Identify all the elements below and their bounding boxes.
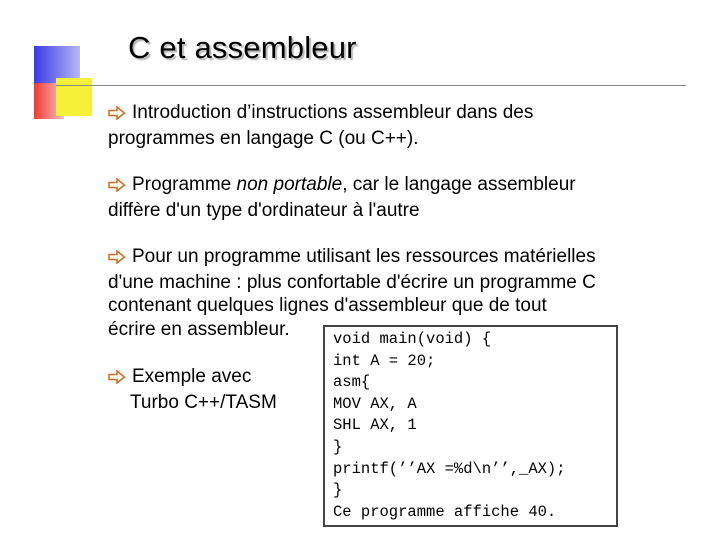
- bullet-hardware-line-4: écrire en assembleur.: [108, 318, 290, 340]
- bullet-intro-line-2: programmes en langage C (ou C++).: [108, 127, 419, 149]
- bullet-intro: [108, 101, 533, 150]
- slide-title: C et assembleur: [128, 30, 357, 65]
- bullet-example: [108, 365, 277, 414]
- code-line: int A = 20;: [333, 351, 436, 370]
- bullet-portability-emphasis: non portable: [236, 174, 343, 195]
- bullet-portability-post: , car le langage assembleur: [342, 174, 576, 195]
- code-line: asm{: [333, 373, 371, 392]
- code-line: SHL AX, 1: [333, 416, 417, 435]
- bullet-hardware-line-1: Pour un programme utilisant les ressources matérielles: [132, 246, 596, 267]
- code-line: MOV AX, A: [333, 394, 417, 413]
- code-line: void main(void) {: [333, 330, 492, 348]
- title-divider: [56, 85, 686, 86]
- code-line: }: [333, 437, 343, 456]
- bullet-intro-line-1: Introduction d’instructions assembleur dans des: [132, 102, 534, 123]
- bullet-portability-line-2: diffère d'un type d'ordinateur à l'autre: [108, 199, 420, 221]
- hollow-right-arrow-icon: [108, 247, 126, 271]
- decor-yellow-square: [56, 78, 92, 116]
- code-line: printf(’’AX =%d\n’’,_AX);: [333, 459, 566, 478]
- bullet-portability-pre: Programme: [132, 174, 237, 195]
- hollow-right-arrow-icon: [108, 367, 126, 391]
- code-example-box: [323, 325, 618, 527]
- hollow-right-arrow-icon: [108, 175, 126, 199]
- bullet-portability: [108, 173, 576, 222]
- bullet-example-line-1: Exemple avec: [132, 366, 252, 387]
- bullet-example-line-2: Turbo C++/TASM: [130, 391, 277, 413]
- bullet-hardware-line-2: d'une machine : plus confortable d'écrire un programme C: [108, 271, 596, 293]
- code-line: }: [333, 481, 343, 500]
- code-line: Ce programme affiche 40.: [333, 502, 557, 521]
- hollow-right-arrow-icon: [108, 103, 126, 127]
- bullet-hardware-line-3: contenant quelques lignes d'assembleur que de tout: [108, 295, 547, 316]
